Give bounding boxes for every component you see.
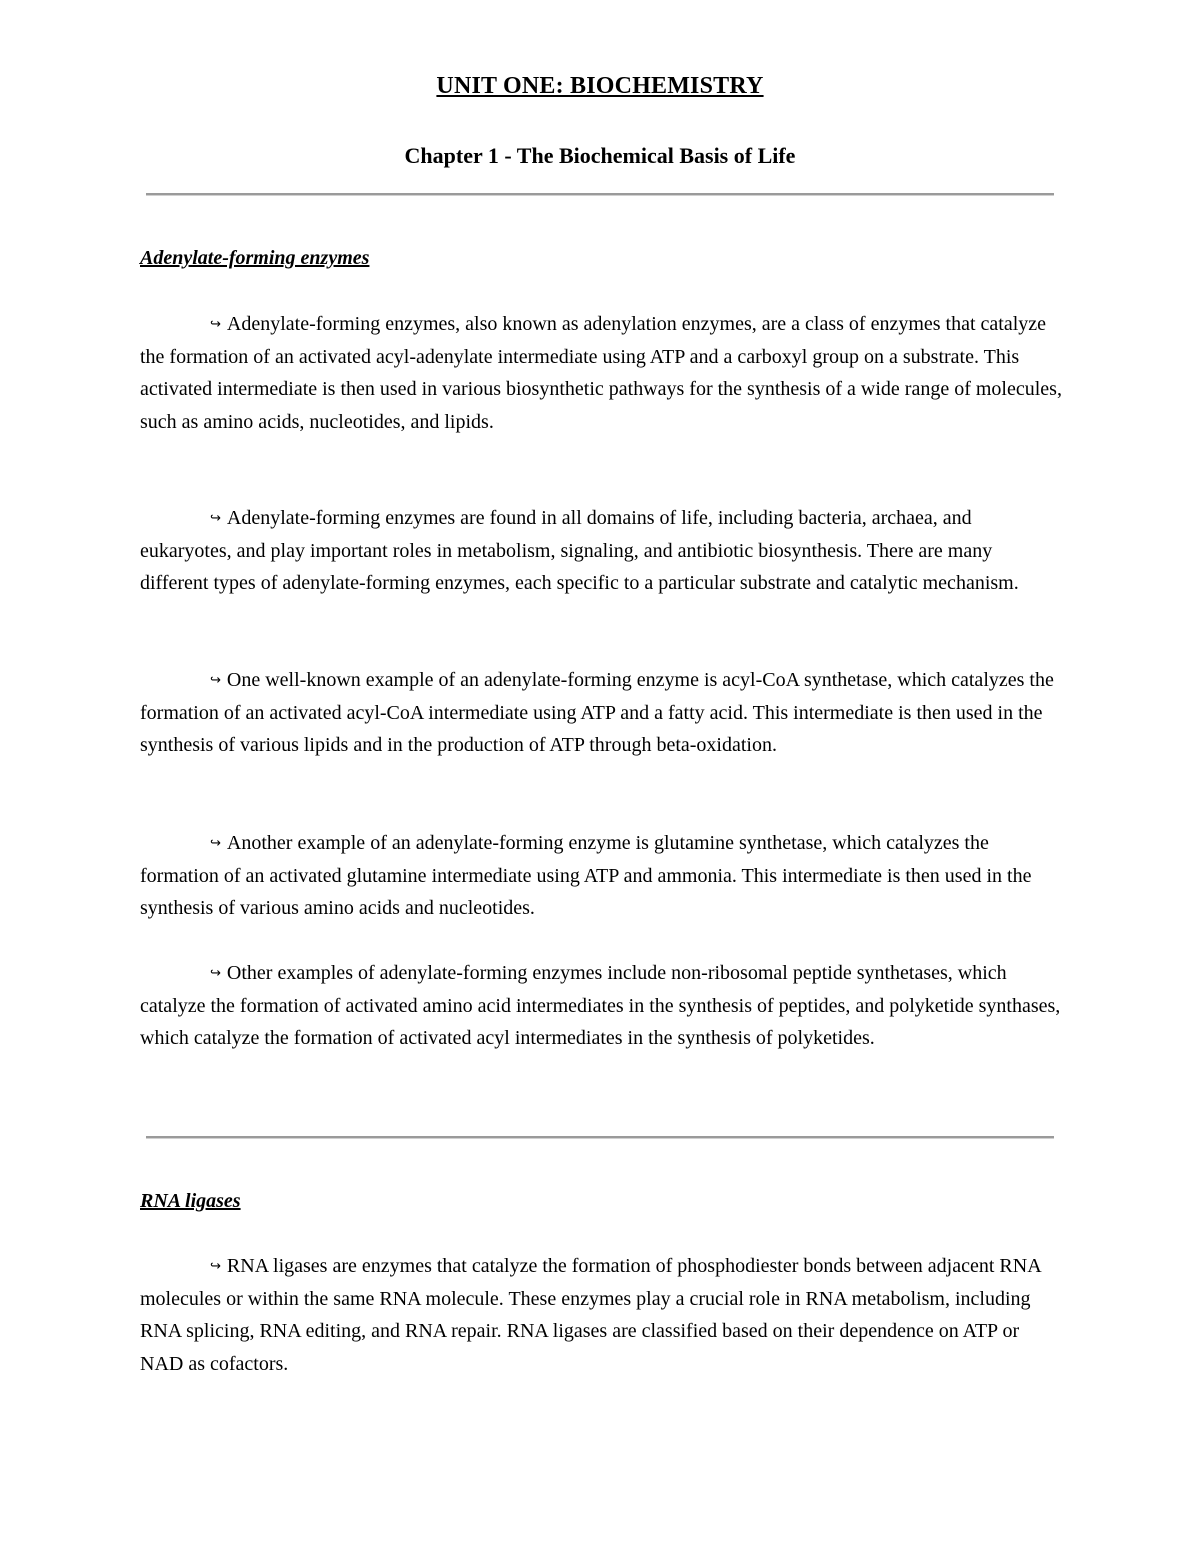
section-heading-adenylate: Adenylate-forming enzymes	[140, 247, 370, 269]
paragraph	[140, 1250, 1062, 1380]
arrow-bullet-icon: ↪	[210, 317, 221, 332]
paragraph-text: Adenylate-forming enzymes, also known as adenylation enzymes, are a class of enzymes that catalyze the formation of an activated acyl-adenylate intermediate using ATP and a carboxyl group on a substrate. This activated intermediate is then used in various biosynthetic pathways for the synthesis of a wide range of molecules, such as amino acids, nucleotides, and lipids.	[140, 313, 1062, 433]
arrow-bullet-icon: ↪	[210, 1259, 221, 1274]
paragraph	[140, 827, 1062, 925]
unit-title: UNIT ONE: BIOCHEMISTRY	[436, 73, 764, 99]
section-heading-rna-ligases: RNA ligases	[140, 1190, 241, 1212]
paragraph	[140, 664, 1062, 762]
paragraph	[140, 308, 1062, 438]
arrow-bullet-icon: ↪	[210, 511, 221, 526]
paragraph-text: One well-known example of an adenylate-forming enzyme is acyl-CoA synthetase, which catalyzes the formation of an activated acyl-CoA intermediate using ATP and a fatty acid. This intermediate is then used in the synthesis of various lipids and in the production of ATP through beta-oxidation.	[140, 669, 1054, 757]
paragraph-text: RNA ligases are enzymes that catalyze the formation of phosphodiester bonds between adjacent RNA molecules or within the same RNA molecule. These enzymes play a crucial role in RNA metabolism, including RNA splicing, RNA editing, and RNA repair. RNA ligases are classified based on their dependence on ATP or NAD as cofactors.	[140, 1255, 1041, 1375]
divider-top	[146, 193, 1054, 196]
paragraph	[140, 502, 1062, 600]
paragraph-text: Other examples of adenylate-forming enzymes include non-ribosomal peptide synthetases, which catalyze the formation of activated amino acid intermediates in the synthesis of peptides, and polyketide synthases, which catalyze the formation of activated acyl intermediates in the synthesis of polyketides.	[140, 962, 1061, 1050]
divider-middle	[146, 1136, 1054, 1139]
chapter-title: Chapter 1 - The Biochemical Basis of Life	[404, 143, 796, 168]
arrow-bullet-icon: ↪	[210, 673, 221, 688]
arrow-bullet-icon: ↪	[210, 966, 221, 981]
paragraph-text: Adenylate-forming enzymes are found in all domains of life, including bacteria, archaea, and eukaryotes, and play important roles in metabolism, signaling, and antibiotic biosynthesis. There are many different types of adenylate-forming enzymes, each specific to a particular substrate and catalytic mechanism.	[140, 507, 1019, 595]
paragraph	[140, 957, 1062, 1055]
paragraph-text: Another example of an adenylate-forming enzyme is glutamine synthetase, which catalyzes the formation of an activated glutamine intermediate using ATP and ammonia. This intermediate is then used in the synthesis of various amino acids and nucleotides.	[140, 832, 1032, 920]
arrow-bullet-icon: ↪	[210, 836, 221, 851]
